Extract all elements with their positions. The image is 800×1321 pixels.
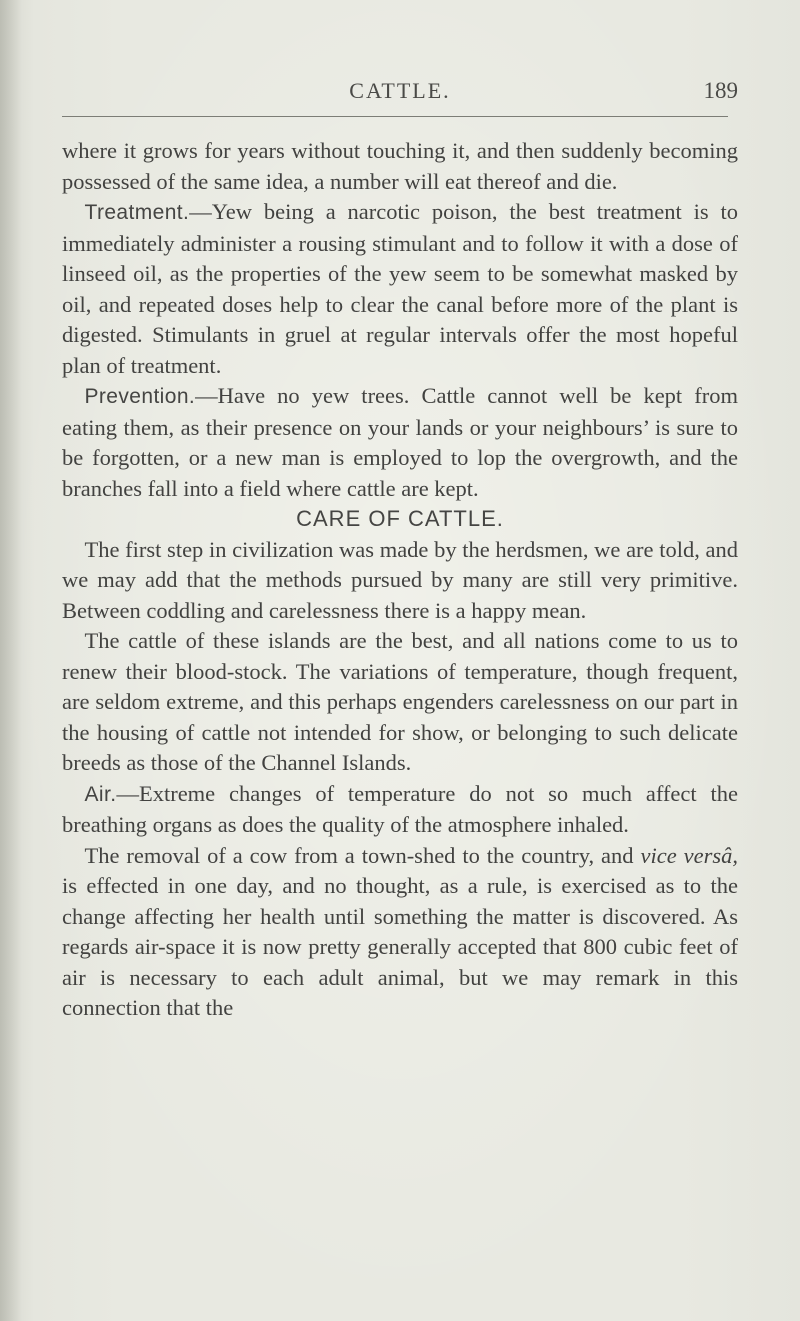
removal-text-end: is effected in one day, and no thought, as a rule, is exercised as to the change affecting her health until something the matter is discovered. As regards air-space it is now pretty generally accepted that 800 cubic feet of air is necessary to each adult animal, but we may remark in this connection that the bbox=[62, 873, 738, 1020]
paragraph-removal bbox=[62, 841, 738, 1024]
air-text: —Extreme changes of temperature do not so much affect the breathing organs as does the quality of the atmosphere inhaled. bbox=[62, 780, 738, 837]
running-head: CATTLE. bbox=[349, 78, 451, 103]
header-rule bbox=[62, 116, 728, 117]
page-header bbox=[62, 78, 738, 108]
binding-shadow bbox=[0, 0, 22, 1321]
paragraph-treatment bbox=[62, 197, 738, 381]
paragraph-air bbox=[62, 779, 738, 841]
prevention-heading: Prevention. bbox=[84, 385, 196, 408]
treatment-heading: Treatment. bbox=[84, 201, 190, 224]
page-number: 189 bbox=[703, 78, 738, 103]
paragraph-prevention bbox=[62, 381, 738, 504]
paragraph-continuation: where it grows for years without touching it, and then suddenly becoming possessed of the same idea, a number will eat thereof and die. bbox=[62, 138, 738, 194]
paragraph-care-intro bbox=[62, 535, 738, 627]
section-heading: CARE OF CATTLE. bbox=[296, 506, 504, 531]
air-heading: Air. bbox=[84, 782, 117, 806]
treatment-text: —Yew being a narcotic poison, the best treatment is to immediately administer a rousing stimulant and to follow it with a dose of linseed oil, as the properties of the yew seem to be somewhat masked by oil, and repeated doses help to clear the canal before more of the plant is digested. Stimulants in gruel at regular intervals offer the most hopeful plan of treatment. bbox=[62, 199, 738, 378]
body-text bbox=[62, 136, 738, 1024]
removal-italic-phrase: vice versâ, bbox=[640, 842, 738, 868]
paragraph-cattle-islands bbox=[62, 626, 738, 779]
prevention-text: —Have no yew trees. Cattle cannot well be kept from eating them, as their presence on your lands or your neighbours’ is sure to be forgotten, or a new man is employed to lop the overgrowth, and the branches fall into a field where cattle are kept. bbox=[62, 383, 738, 501]
removal-text-start: The removal of a cow from a town-shed to the country, and bbox=[84, 842, 641, 868]
care-intro-text: The first step in civilization was made by the herdsmen, we are told, and we may add that the methods pursued by many are still very primitive. Between coddling and carelessness there is a happy mean. bbox=[62, 536, 738, 623]
cattle-islands-text: The cattle of these islands are the best, and all nations come to us to renew their blood-stock. The variations of temperature, though frequent, are seldom extreme, and this perhaps engenders carelessness on our part in the housing of cattle not intended for show, or belonging to such delicate breeds as those of the Channel Islands. bbox=[62, 628, 738, 775]
